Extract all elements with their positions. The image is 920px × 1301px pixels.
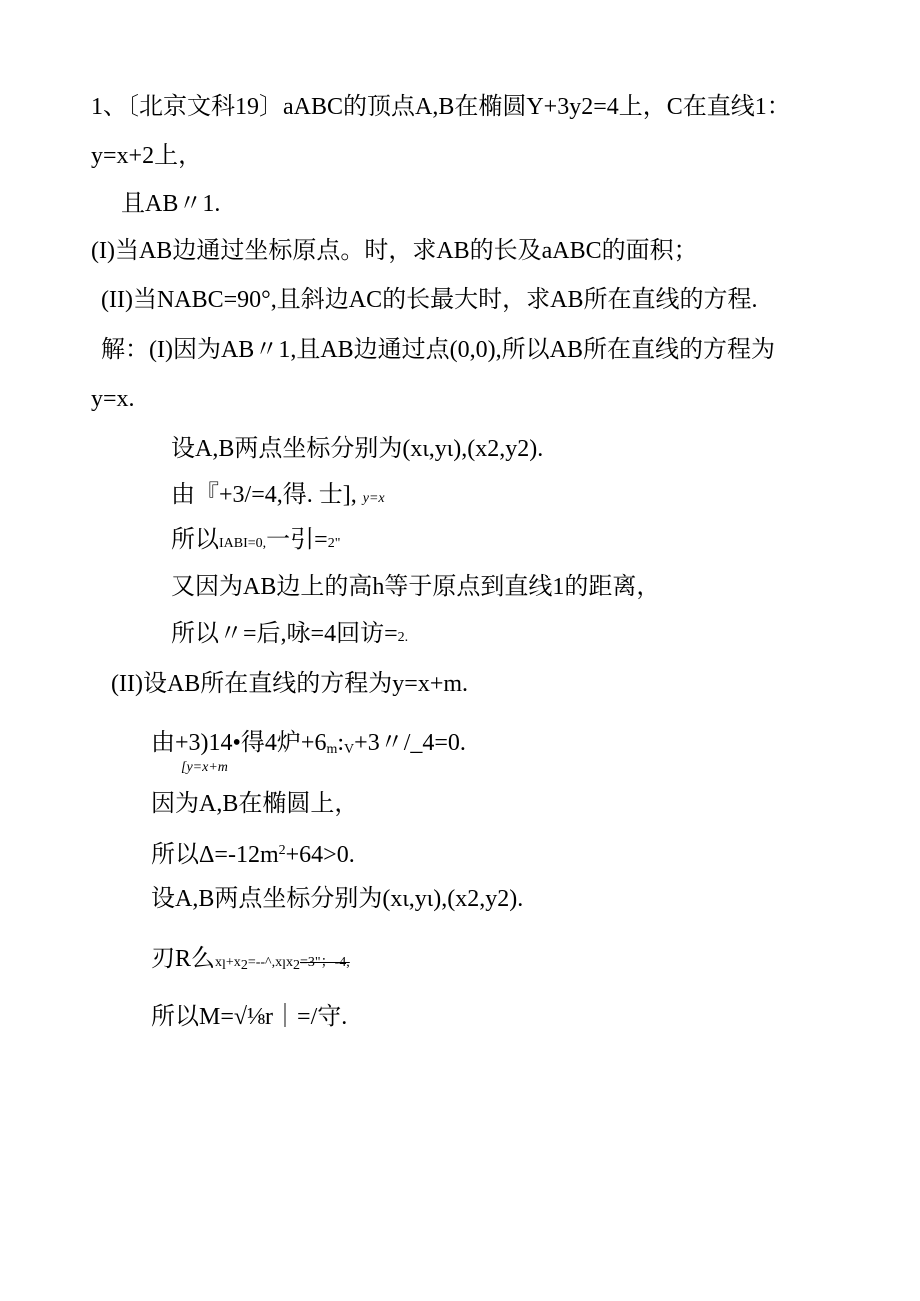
solution-step-5-tail: 2. — [397, 630, 409, 645]
part-2-step-5-c: l — [222, 958, 226, 973]
part-2-step-1-under: [y=x+m — [181, 760, 228, 775]
solution-step-4: 又因为AB边上的高h等于原点到直线1的距离， — [171, 574, 661, 600]
solution-step-3-main: 所以 — [171, 527, 219, 553]
solution-step-1: 设A,B两点坐标分别为(xι,yι),(x2,y2). — [171, 436, 544, 462]
part-2-step-1-a: 由+3)14•得4炉+6 — [151, 730, 327, 756]
part-2-step-3-a: 所以Δ=-12m — [151, 842, 279, 868]
solution-step-2 — [171, 480, 385, 514]
solution-step-2-small: y=x — [362, 491, 385, 506]
solution-step-5 — [171, 619, 408, 653]
part-2-step-6: 所以M=√⅛r｜=/守. — [151, 1004, 348, 1030]
problem-part-2: (II)当NABC=90°,且斜边AC的长最大时，求AB所在直线的方程. — [101, 287, 758, 313]
part-2-step-1-m: m — [326, 742, 338, 757]
solution-step-3-rest: 一引= — [266, 527, 328, 553]
problem-line-1: 1、〔北京文科19〕aABC的顶点A,B在椭圆Y+3y2=4上，C在直线1： — [91, 94, 791, 120]
problem-line-3: 且AB〃1. — [121, 191, 221, 217]
part-2-step-1-b: : — [337, 730, 345, 756]
part-2-step-5-h: x — [286, 955, 293, 970]
part-2-step-5-e: 2 — [240, 958, 248, 973]
part-2-step-4: 设A,B两点坐标分别为(xι,yι),(x2,y2). — [151, 886, 524, 912]
part-2-step-5-i: 2 — [293, 958, 300, 973]
part-2-step-5-d: +x — [225, 955, 241, 970]
part-2-step-3-sup: 2 — [278, 843, 286, 858]
part-2-step-3 — [151, 836, 355, 870]
part-2-step-3-b: +64>0. — [285, 842, 355, 868]
part-2-step-1-v: V — [344, 742, 355, 757]
part-2-heading: (II)设AB所在直线的方程为y=x+m. — [111, 671, 469, 697]
part-2-step-5-g: l — [282, 958, 286, 973]
solution-step-3-small: IABI=0, — [219, 536, 267, 551]
part-2-step-5 — [151, 944, 350, 981]
part-2-step-5-f: =--^,x — [247, 955, 283, 970]
solution-step-2-main: 由『+3/=4,得. 士], — [171, 482, 357, 508]
part-2-step-1-c: +3〃/_4=0. — [354, 730, 466, 756]
part-2-step-5-j: =3"；-4, — [300, 955, 350, 970]
solution-intro-b: y=x. — [91, 386, 135, 412]
problem-line-2: y=x+2上， — [91, 143, 203, 169]
problem-part-1: (I)当AB边通过坐标原点。时，求AB的长及aABC的面积； — [91, 238, 698, 264]
solution-step-3-tail: 2" — [327, 536, 341, 551]
part-2-step-2: 因为A,B在椭圆上， — [151, 791, 359, 817]
solution-step-5-main: 所以〃=后,咏=4回访= — [171, 621, 398, 647]
solution-intro-a: 解：(I)因为AB〃1,且AB边通过点(0,0),所以AB所在直线的方程为 — [101, 337, 775, 363]
part-2-step-5-b: x — [215, 955, 223, 970]
part-2-step-5-a: 刃R么 — [151, 946, 216, 972]
solution-step-3 — [171, 525, 340, 559]
